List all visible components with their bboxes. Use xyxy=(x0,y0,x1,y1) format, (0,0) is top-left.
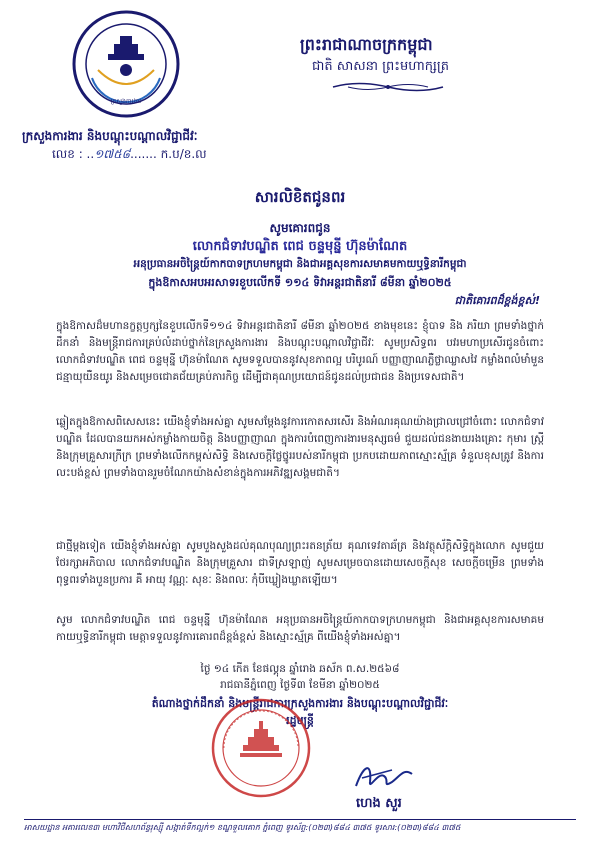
recipient-name: លោកជំទាវបណ្ឌិត ពេជ ចន្ទមុន្នី ហ៊ុនម៉ាណែត xyxy=(192,239,408,254)
signatory-role: រដ្ឋមន្ត្រី xyxy=(286,714,314,727)
kingdom-heading: ព្រះរាជាណាចក្រកម្ពុជា xyxy=(300,35,433,54)
address-line: សូមគោរពជូន xyxy=(269,221,331,235)
footer-address: អាសយដ្ឋាន អគារលេខ៣ មហាវិថីសហព័ន្ធរុស្ស៊ី សង្កាត់ទឹកល្អក់១ ខណ្ឌទួលគោក ភ្នំពេញ ទូរស័ព្ទ:(០២៣)៨៨៤ ៣៧៥ ទូរសារ:(០២៣)៨៨៤ ៣៧៥ xyxy=(24,823,461,832)
footer-divider xyxy=(24,819,576,820)
date-lunar: ថ្ងៃ ១៤ កើត ខែផល្គុន ឆ្នាំរោង ឆស័ក ព.ស.២៥៦៨ xyxy=(200,663,400,675)
ornament-divider xyxy=(328,80,448,94)
honor-line: ជាតិគោរពដ៏ខ្ពង់ខ្ពស់! xyxy=(454,294,540,307)
occasion-line: ក្នុងឱកាសអបអរសាទរខួបលើកទី ១១៤ ទិវាអន្តរជាតិនារី ៨មីនា ឆ្នាំ២០២៥ xyxy=(148,276,452,289)
paragraph-2: ឆ្លៀតក្នុងឱកាសពិសេសនេះ យើងខ្ញុំទាំងអស់គ្នា សូមសម្តែងនូវការកោតសរសើរ និងអំណរគុណយ៉ាងជ្រាលជ្រៅចំពោះ លោកជំទាវបណ្ឌិត ដែលបានយកអស់កម្លាំងកាយចិត្ត និងបញ្ញាញាណ ក្នុងការបំពេញការងារមនុស្សធម៌ ជួយដល់ជនងាយរងគ្រោះ កុមារ ស្ត្រី និងក្រុមគ្រួសារក្រីក្រ ព្រមទាំងលើកកម្ពស់សិទ្ធិ និងសេចក្តីថ្លៃថ្នូររបស់នារីកម្ពុជា ប្រកបដោយភាពស្មោះស្ម័គ្រ ទំនួលខុសត្រូវ និងការលះបង់ខ្ពស់ ព្រមទាំងបានរួមចំណែកយ៉ាងសំខាន់ក្នុងការអភិវឌ្ឍសង្គមជាតិ។ xyxy=(56,416,544,479)
paragraph-4: សូម លោកជំទាវបណ្ឌិត ពេជ ចន្ទមុន្នី ហ៊ុនម៉ាណែត អនុប្រធានអចិន្ត្រៃយ៍កាកបាទក្រហមកម្ពុជា និងជាអគ្គសុខការសមាគមកាយឬទ្ធិនារីកម្ពុជា មេត្តាទទួលនូវការគោរពដ៏ខ្ពង់ខ្ពស់ និងស្មោះស្ម័គ្រ ពីយើងខ្ញុំទាំងអស់គ្នា។ xyxy=(56,614,544,643)
svg-text:ក្រសួងការងារ: ក្រសួងការងារ xyxy=(110,98,142,105)
paragraph-3: ជាថ្មីម្តងទៀត យើងខ្ញុំទាំងអស់គ្នា សូមបួងសួងដល់គុណបុណ្យព្រះរតនត្រ័យ គុណទេវតាឆ័ត្រ និងវត្ថុស័ក្តិសិទ្ធិក្នុងលោក សូមជួយថែរក្សាអភិបាល លោកជំទាវបណ្ឌិត និងក្រុមគ្រួសារ ជាទីស្រឡាញ់ សូមសម្រេចបានដោយសេចក្តីសុខ សេចក្តីចម្រើន ព្រមទាំងពុទ្ធពរទាំងបួនប្រការ គឺ អាយុ វណ្ណៈ សុខៈ និងពលៈ កុំបីឃ្លៀងឃ្លាតឡើយ។ xyxy=(56,540,544,586)
reference-line: លេខ : ..១៧៥៨....... ក.ប/ខ.ល xyxy=(52,147,207,161)
ministry-logo xyxy=(70,8,182,120)
ministry-name: ក្រសួងការងារ និងបណ្តុះបណ្តាលវិជ្ជាជីវៈ xyxy=(22,129,198,143)
official-seal xyxy=(210,697,312,799)
paragraph-1: ក្នុងឱកាសដ៏មហានក្ខត្តឫក្សនៃខួបលើកទី១១៤ ទិវាអន្តរជាតិនារី ៨មីនា ឆ្នាំ២០២៥ ខាងមុខនេះ ខ្ញុំបាទ និង ភរិយា ព្រមទាំងថ្នាក់ដឹកនាំ និងមន្ត្រីរាជការគ្រប់លំដាប់ថ្នាក់នៃក្រសួងការងារ និងបណ្តុះបណ្តាលវិជ្ជាជីវៈ សូមប្រសិទ្ធពរ បវរមហាប្រសើរជូនចំពោះ លោកជំទាវបណ្ឌិត ពេជ ចន្ទមុន្នី ហ៊ុនម៉ាណែត សូមទទួលបាននូវសុខភាពល្អ បរិបូរណ៍ បញ្ញាញាណភ្លឺថ្លាឈ្លាសវៃ កម្លាំងពលំមាំមួន ជន្មាយុយឺនយូរ និងសម្រេចជោគជ័យគ្រប់ភារកិច្ច ដើម្បីជាគុណប្រយោជន៍ជូនដល់ប្រជាជន និងប្រទេសជាតិ។ xyxy=(56,320,544,383)
signer-name: ហេង សួរ xyxy=(356,796,402,811)
signatory-title: តំណាងថ្នាក់ដឹកនាំ និងមន្ត្រីរាជការក្រសួងការងារ និងបណ្តុះបណ្តាលវិជ្ជាជីវៈ xyxy=(151,697,449,710)
date-solar: រាជធានីភ្នំពេញ ថ្ងៃទី៣ ខែមីនា ឆ្នាំ២០២៥ xyxy=(220,679,380,691)
national-motto: ជាតិ សាសនា ព្រះមហាក្សត្រ xyxy=(312,59,449,74)
ref-label: លេខ xyxy=(52,147,75,161)
handwritten-signature xyxy=(352,758,416,794)
recipient-title: អនុប្រធានអចិន្ត្រៃយ៍កាកបាទក្រហមកម្ពុជា និងជាអគ្គសុខការសមាគមកាយឬទ្ធិនារីកម្ពុជា xyxy=(133,258,467,270)
letter-title: សារលិខិតជូនពរ xyxy=(254,188,346,206)
ref-number: ១៧៥៨ xyxy=(94,147,131,161)
ref-suffix: ក.ប/ខ.ល xyxy=(160,147,207,161)
